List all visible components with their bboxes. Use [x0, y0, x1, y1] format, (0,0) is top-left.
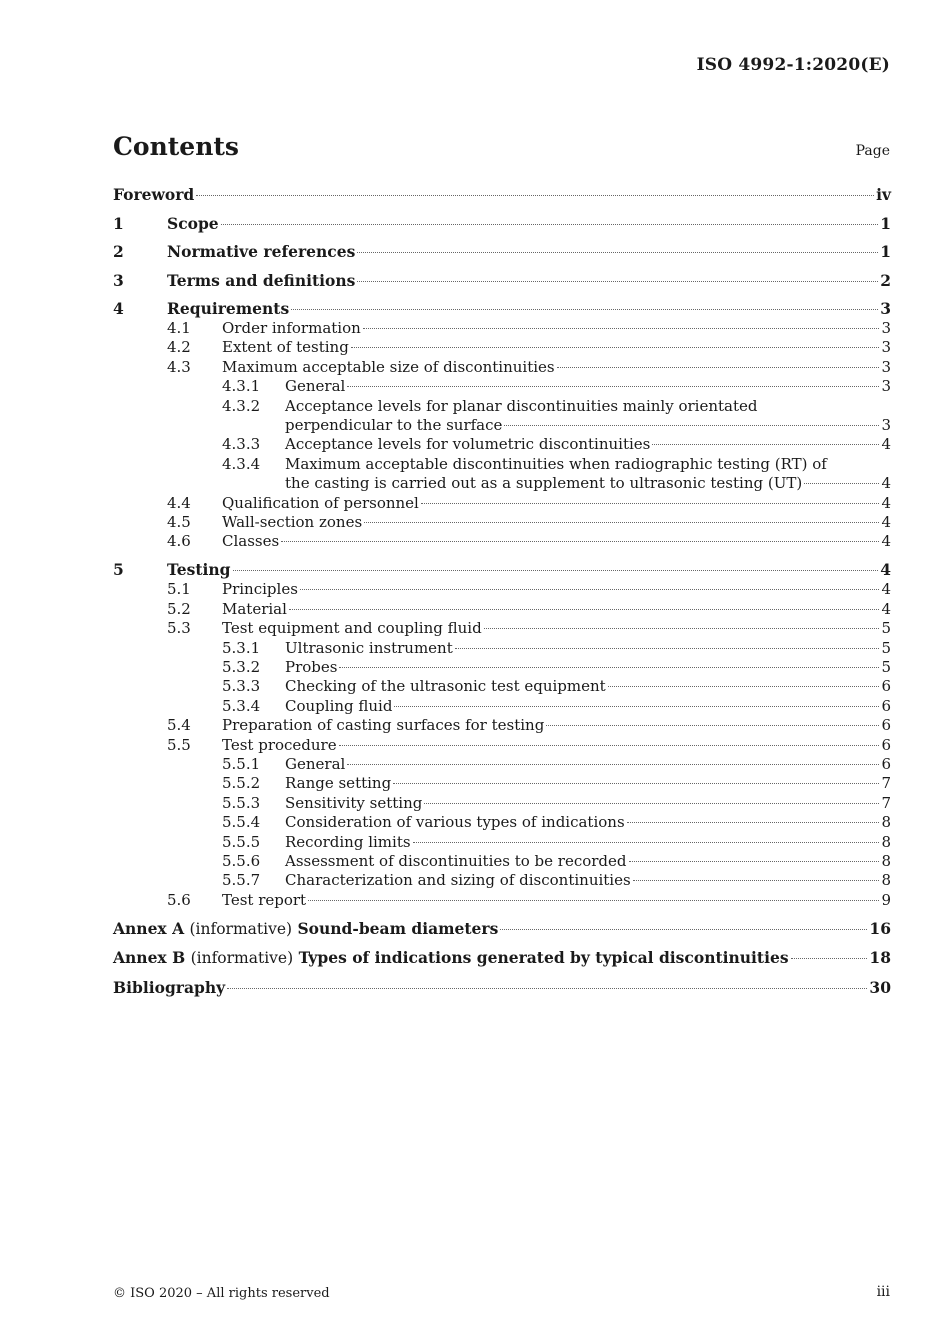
toc-page: 6	[881, 735, 891, 754]
toc-title: Order information	[222, 319, 361, 337]
dot-leader	[364, 522, 879, 523]
toc-page: 1	[880, 242, 891, 261]
toc-entry-4-4[interactable]	[113, 494, 891, 513]
toc-title: Ultrasonic instrument	[285, 638, 453, 657]
dot-leader	[196, 195, 874, 196]
dot-leader	[357, 281, 878, 282]
toc-page: 7	[881, 793, 891, 812]
toc-title: Test report	[222, 890, 307, 909]
toc-entry-4-1[interactable]	[113, 319, 891, 338]
toc-title: Testing	[167, 560, 231, 580]
toc-page: 3	[881, 416, 891, 435]
annex-kind: (informative)	[190, 949, 294, 968]
toc-entry-4-3-4[interactable]	[113, 455, 891, 494]
dot-leader	[500, 929, 867, 930]
dot-leader	[484, 628, 880, 629]
toc-entry-5-5-6[interactable]	[113, 852, 891, 871]
dot-leader	[629, 861, 880, 862]
dot-leader	[455, 648, 880, 649]
toc-entry-5-3-2[interactable]	[113, 658, 891, 677]
annex-label: Annex B	[113, 948, 186, 968]
toc-page: 8	[881, 871, 891, 890]
toc-title: Terms and definitions	[167, 270, 356, 290]
toc-title: Sensitivity setting	[285, 793, 423, 812]
toc-title: Assessment of discontinuities to be recorded	[285, 852, 627, 871]
toc-number: 5.1	[167, 580, 191, 599]
toc-entry-5-3-4[interactable]	[113, 697, 891, 716]
toc-entry-2[interactable]	[113, 241, 891, 262]
toc-number: 5.3	[167, 619, 191, 638]
toc-title: Scope	[167, 213, 219, 233]
toc-page: 6	[881, 696, 891, 715]
dot-leader	[281, 541, 879, 542]
dot-leader	[394, 706, 879, 707]
toc-entry-4-3-2[interactable]	[113, 397, 891, 436]
toc-number: 4.3.1	[222, 377, 261, 396]
toc-page: 3	[881, 319, 891, 337]
toc-page: 5	[881, 638, 891, 657]
dot-leader	[291, 309, 878, 310]
toc-number: 5	[113, 560, 124, 580]
toc-title: Wall-section zones	[222, 513, 363, 532]
dot-leader	[393, 783, 879, 784]
toc-title: General	[285, 377, 346, 396]
toc-page: 7	[881, 774, 891, 793]
toc-page: 2	[880, 270, 891, 290]
toc-page: iv	[876, 185, 891, 204]
page-number: iii	[876, 1284, 890, 1300]
toc-number: 4.6	[167, 532, 191, 551]
toc-page: 4	[881, 435, 891, 454]
toc-entry-5-5-4[interactable]	[113, 813, 891, 832]
toc-title: Principles	[222, 580, 298, 599]
dot-leader	[233, 570, 879, 571]
toc-entry-4[interactable]	[113, 298, 891, 319]
toc-title-line-2: the casting is carried out as a supplement to ultrasonic testing (UT)	[285, 474, 803, 493]
toc-number: 4.3	[167, 357, 191, 376]
toc-entry-5-1[interactable]	[113, 580, 891, 599]
toc-page: 8	[881, 852, 891, 871]
dot-leader	[424, 803, 879, 804]
toc-title: General	[285, 755, 346, 774]
dot-leader	[791, 958, 868, 959]
toc-number: 3	[113, 270, 124, 290]
toc-title: Foreword	[113, 185, 195, 204]
toc-number: 5.3.3	[222, 677, 261, 696]
toc-title: Qualification of personnel	[222, 493, 419, 512]
toc-page: 3	[881, 377, 891, 396]
toc-number: 4.2	[167, 338, 191, 357]
toc-page: 4	[881, 599, 891, 618]
toc-page: 4	[881, 580, 891, 599]
annex-title: Types of indications generated by typical discontinuities	[298, 948, 789, 968]
toc-page: 4	[881, 493, 891, 512]
toc-page: 6	[881, 677, 891, 696]
toc-number: 5.2	[167, 599, 191, 618]
toc-title: Classes	[222, 532, 280, 551]
annex-kind: (informative)	[189, 919, 293, 938]
toc-number: 5.5.2	[222, 774, 261, 793]
toc-page: 3	[881, 357, 891, 376]
toc-number: 5.4	[167, 716, 191, 735]
toc-page: 5	[881, 619, 891, 638]
toc-number: 5.6	[167, 890, 191, 909]
toc-entry-5-4[interactable]	[113, 716, 891, 735]
toc-entry-annex-a[interactable]	[113, 918, 891, 940]
toc-number: 5.3.2	[222, 658, 261, 676]
toc-title: Consideration of various types of indications	[285, 813, 625, 832]
toc-title: Material	[222, 599, 287, 618]
toc-title: Coupling fluid	[285, 696, 393, 715]
dot-leader	[627, 822, 880, 823]
toc-entry-bibliography[interactable]	[113, 977, 891, 998]
toc-entry-4-3-1[interactable]	[113, 377, 891, 396]
toc-page: 5	[881, 658, 891, 676]
toc-number: 5.5.7	[222, 871, 261, 890]
page-column-label: Page	[855, 143, 890, 159]
dot-leader	[608, 686, 880, 687]
toc-number: 5.3.1	[222, 638, 261, 657]
toc-page: 4	[880, 560, 891, 580]
toc-page: 30	[869, 977, 891, 997]
toc-number: 4.3.2	[222, 396, 261, 415]
toc-number: 5.5.4	[222, 813, 261, 832]
dot-leader	[357, 252, 878, 253]
toc-page: 3	[881, 338, 891, 357]
toc-number: 4	[113, 299, 124, 318]
toc-number: 4.4	[167, 493, 191, 512]
toc-entry-foreword[interactable]	[113, 184, 891, 205]
annex-label: Annex A	[113, 918, 185, 938]
toc-page: 3	[880, 299, 891, 318]
toc-title: Extent of testing	[222, 338, 349, 357]
toc-page: 8	[881, 813, 891, 832]
copyright-notice: © ISO 2020 – All rights reserved	[113, 1286, 330, 1301]
dot-leader	[289, 609, 880, 610]
toc-page: 4	[881, 513, 891, 532]
toc-title: Bibliography	[113, 977, 226, 997]
toc-entry-5-3[interactable]	[113, 619, 891, 638]
toc-title: Characterization and sizing of discontinuities	[285, 871, 631, 890]
dot-leader	[308, 900, 879, 901]
toc-title: Preparation of casting surfaces for testing	[222, 716, 545, 735]
toc-entry-4-5[interactable]	[113, 513, 891, 532]
toc-title: Normative references	[167, 242, 356, 261]
toc-entry-5-5-5[interactable]	[113, 833, 891, 852]
toc-title: Acceptance levels for volumetric discontinuities	[285, 435, 651, 454]
toc-entry-4-3-3[interactable]	[113, 435, 891, 454]
dot-leader	[221, 224, 879, 225]
toc-title: Maximum acceptable size of discontinuities	[222, 357, 555, 376]
toc-number: 5.3.4	[222, 696, 261, 715]
toc-page: 1	[880, 213, 891, 233]
toc-entry-annex-b[interactable]	[113, 947, 891, 969]
toc-entry-5-5-1[interactable]	[113, 755, 891, 774]
dot-leader	[546, 725, 879, 726]
table-of-contents	[113, 184, 891, 998]
toc-number: 4.1	[167, 319, 191, 337]
toc-page: 6	[881, 755, 891, 774]
dot-leader	[351, 347, 880, 348]
toc-number: 4.3.4	[222, 454, 261, 473]
page-title: Contents	[113, 132, 240, 161]
dot-leader	[413, 842, 880, 843]
toc-entry-5-5-3[interactable]	[113, 794, 891, 813]
toc-page: 8	[881, 832, 891, 851]
dot-leader	[347, 764, 879, 765]
toc-number: 5.5.3	[222, 793, 261, 812]
document-id: ISO 4992-1:2020(E)	[696, 55, 890, 75]
toc-page: 6	[881, 716, 891, 735]
toc-number: 5.5.1	[222, 755, 261, 774]
dot-leader	[347, 386, 879, 387]
toc-entry-5[interactable]	[113, 559, 891, 580]
dot-leader	[504, 425, 879, 426]
toc-entry-4-2[interactable]	[113, 338, 891, 357]
toc-page: 4	[881, 532, 891, 551]
toc-page: 16	[869, 918, 891, 938]
toc-title: Requirements	[167, 299, 290, 318]
dot-leader	[363, 328, 880, 329]
toc-entry-5-5-2[interactable]	[113, 774, 891, 793]
dot-leader	[227, 988, 867, 989]
toc-entry-5-3-1[interactable]	[113, 639, 891, 658]
toc-number: 2	[113, 242, 124, 261]
toc-number: 1	[113, 213, 124, 233]
toc-number: 5.5	[167, 735, 191, 754]
toc-title: Test equipment and coupling fluid	[222, 619, 482, 638]
toc-page: 9	[881, 890, 891, 909]
toc-entry-5-6[interactable]	[113, 891, 891, 910]
dot-leader	[652, 444, 879, 445]
dot-leader	[557, 367, 880, 368]
toc-entry-5-2[interactable]	[113, 600, 891, 619]
toc-number: 4.5	[167, 513, 191, 532]
toc-entry-1[interactable]	[113, 213, 891, 234]
toc-title: Recording limits	[285, 832, 411, 851]
dot-leader	[804, 483, 879, 484]
toc-title: Range setting	[285, 774, 392, 793]
toc-entry-5-5-7[interactable]	[113, 871, 891, 890]
dot-leader	[300, 589, 880, 590]
toc-title: Checking of the ultrasonic test equipment	[285, 677, 606, 696]
dot-leader	[339, 745, 880, 746]
toc-entry-4-6[interactable]	[113, 532, 891, 551]
toc-entry-5-5[interactable]	[113, 736, 891, 755]
toc-title-line-1: Maximum acceptable discontinuities when radiographic testing (RT) of	[285, 454, 827, 473]
toc-title-line-2: perpendicular to the surface	[285, 416, 503, 435]
toc-title: Test procedure	[222, 735, 337, 754]
toc-entry-4-3[interactable]	[113, 358, 891, 377]
dot-leader	[633, 880, 880, 881]
toc-title: Probes	[285, 658, 338, 676]
toc-number: 4.3.3	[222, 435, 261, 454]
toc-entry-3[interactable]	[113, 270, 891, 291]
annex-title: Sound-beam diameters	[297, 918, 499, 938]
toc-number: 5.5.5	[222, 832, 261, 851]
toc-title-line-1: Acceptance levels for planar discontinuities mainly orientated	[285, 396, 758, 415]
dot-leader	[421, 503, 880, 504]
dot-leader	[339, 667, 879, 668]
toc-entry-5-3-3[interactable]	[113, 677, 891, 696]
toc-number: 5.5.6	[222, 852, 261, 871]
toc-page: 18	[869, 948, 891, 968]
toc-page: 4	[881, 474, 891, 493]
